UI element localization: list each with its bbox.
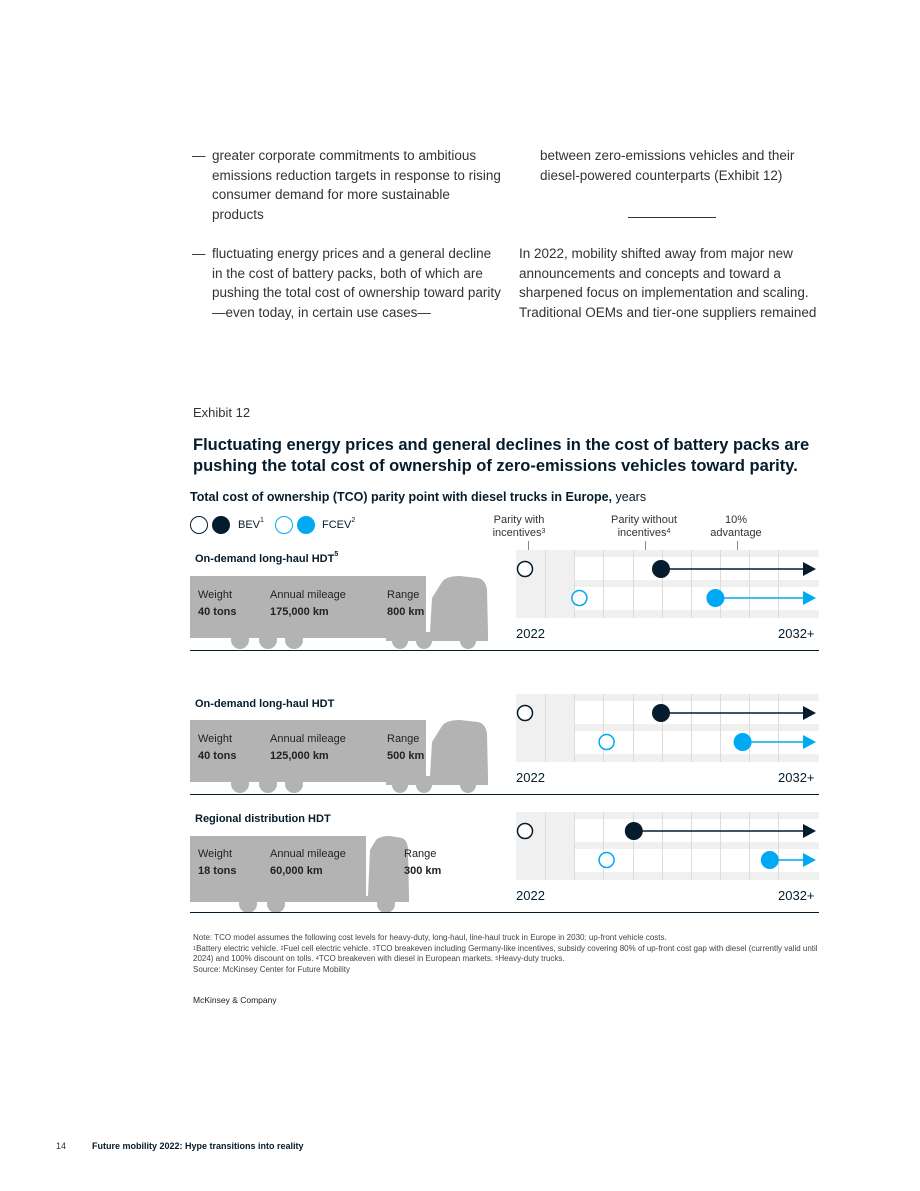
footnote-marker: 1 <box>193 945 197 952</box>
spec-weight <box>198 587 237 621</box>
chart-subtitle-unit: years <box>612 490 647 504</box>
spec-label: Range <box>404 848 437 860</box>
bullet-dash: — <box>192 246 206 261</box>
spec-value: 60,000 km <box>270 865 323 877</box>
spec-value: 300 km <box>404 865 442 877</box>
chart-subtitle <box>190 490 646 504</box>
header-line <box>484 527 554 540</box>
row-title-sup: 5 <box>334 551 339 558</box>
header-parity-without-incentives <box>603 514 685 540</box>
spec-label: Range <box>387 589 420 601</box>
page-number: 14 <box>56 1141 67 1151</box>
legend-fcev-filled-dot <box>297 516 315 534</box>
bev-parity-without-incentives-dot <box>652 704 670 722</box>
row-rule <box>190 650 819 651</box>
header-10pct-advantage <box>700 514 772 540</box>
row-title-text: On-demand long-haul HDT <box>195 553 335 565</box>
axis-start-label: 2022 <box>516 626 545 641</box>
header-text: incentives <box>492 527 542 539</box>
legend-fcev-label <box>322 519 355 531</box>
chart-subtitle-bold: Total cost of ownership (TCO) parity point with diesel trucks in Europe, <box>190 490 613 504</box>
legend-fcev-text: FCEV <box>322 519 352 531</box>
spec-label: Range <box>387 733 420 745</box>
spec-range <box>387 731 424 765</box>
header-line: Parity without <box>610 514 678 526</box>
axis-end-label: 2032+ <box>778 888 815 903</box>
parity-plot <box>516 550 819 618</box>
spec-label: Annual mileage <box>270 848 346 860</box>
spec-label: Annual mileage <box>270 589 346 601</box>
fcev-parity-with-incentives-dot <box>599 735 614 750</box>
spec-value: 800 km <box>387 606 425 618</box>
bev-parity-with-incentives-dot <box>518 706 533 721</box>
row-rule <box>190 912 819 913</box>
exhibit-label: Exhibit 12 <box>193 405 251 420</box>
chart-notes <box>193 933 833 975</box>
footnote-text: Fuel cell electric vehicle. <box>283 943 373 953</box>
spec-value: 18 tons <box>198 865 237 877</box>
axis-start-label: 2022 <box>516 888 545 903</box>
row-title-text: Regional distribution HDT <box>195 813 331 825</box>
header-sup: 4 <box>666 528 671 535</box>
footnote-text: TCO breakeven with diesel in European markets. <box>318 954 496 963</box>
header-sup: 3 <box>541 528 546 535</box>
footnote-text: Heavy-duty trucks. <box>498 954 565 963</box>
row-title-text: On-demand long-haul HDT <box>195 698 335 710</box>
source-line: Source: McKinsey Center for Future Mobility <box>193 964 350 974</box>
spec-label: Weight <box>198 733 233 745</box>
row-title <box>195 698 334 710</box>
spec-range <box>404 846 441 880</box>
spec-label: Weight <box>198 848 233 860</box>
row-title <box>195 553 338 565</box>
spec-range <box>387 587 424 621</box>
fcev-parity-with-incentives-dot <box>572 591 587 606</box>
chart-legend <box>190 516 390 536</box>
header-line: Parity with <box>493 514 545 526</box>
legend-fcev-open-dot <box>275 516 293 534</box>
bullet-dash: — <box>192 148 206 163</box>
header-text: incentives <box>617 527 667 539</box>
fcev-parity-without-incentives-dot <box>706 589 724 607</box>
header-line: advantage <box>710 527 762 539</box>
spec-value: 175,000 km <box>270 606 329 618</box>
body-paragraph: between zero-emissions vehicles and their diesel-powered counterparts (Exhibit 12) <box>540 148 795 183</box>
header-line: 10% <box>724 514 748 526</box>
fcev-parity-without-incentives-dot <box>761 851 779 869</box>
spec-value: 40 tons <box>198 606 237 618</box>
footnote-marker: 2 <box>280 945 284 952</box>
spec-value: 40 tons <box>198 750 237 762</box>
bev-parity-without-incentives-dot <box>652 560 670 578</box>
spec-mileage <box>270 846 346 880</box>
footnote-marker: 5 <box>495 956 499 962</box>
spec-mileage <box>270 731 346 765</box>
note-line: Note: TCO model assumes the following cost levels for heavy-duty, long-haul, line-haul truck in Europe in 2030: up-front vehicle costs. <box>193 933 667 942</box>
footer-title: Future mobility 2022: Hype transitions into reality <box>92 1141 304 1151</box>
legend-fcev-sup: 2 <box>351 517 356 524</box>
row-rule <box>190 794 819 795</box>
brand-name: McKinsey & Company <box>193 995 277 1005</box>
legend-bev-text: BEV <box>238 519 261 531</box>
fcev-parity-without-incentives-dot <box>734 733 752 751</box>
legend-bev-label <box>238 519 264 531</box>
fcev-parity-with-incentives-dot <box>599 853 614 868</box>
row-title <box>195 813 331 825</box>
legend-bev-open-dot <box>190 516 208 534</box>
footnote-text: TCO breakeven including Germany-like incentives, subsidy covering 80% of up-front cost gap with diesel (currently valid until 2024) and 100% discount on tolls. <box>193 943 818 963</box>
section-divider <box>628 217 716 218</box>
parity-plot <box>516 694 819 762</box>
parity-plot <box>516 812 819 880</box>
footnote-text: Battery electric vehicle. <box>196 943 281 953</box>
legend-bev-filled-dot <box>212 516 230 534</box>
spec-label: Annual mileage <box>270 733 346 745</box>
bullet-text: greater corporate commitments to ambitious emissions reduction targets in response to rising consumer demand for more sustainable products <box>212 148 501 222</box>
axis-start-label: 2022 <box>516 770 545 785</box>
spec-value: 500 km <box>387 750 425 762</box>
axis-end-label: 2032+ <box>778 626 815 641</box>
footnotes <box>193 944 833 965</box>
bullet-text: fluctuating energy prices and a general decline in the cost of battery packs, both of which are pushing the total cost of ownership toward parity—even today, in certain use cases— <box>212 246 501 320</box>
spec-value: 125,000 km <box>270 750 329 762</box>
footnote-marker: 4 <box>315 956 319 962</box>
bev-parity-with-incentives-dot <box>518 824 533 839</box>
bev-parity-with-incentives-dot <box>518 562 533 577</box>
spec-weight <box>198 846 237 880</box>
body-paragraph: In 2022, mobility shifted away from major new announcements and concepts and toward a sharpened focus on implementation and scaling. Traditional OEMs and tier-one suppliers remained <box>519 246 817 320</box>
legend-bev-sup: 1 <box>260 517 264 524</box>
header-line <box>603 527 685 540</box>
spec-label: Weight <box>198 589 233 601</box>
footnote-marker: 3 <box>372 945 376 952</box>
spec-weight <box>198 731 237 765</box>
axis-end-label: 2032+ <box>778 770 815 785</box>
header-parity-with-incentives <box>484 514 554 540</box>
spec-mileage <box>270 587 346 621</box>
exhibit-title: Fluctuating energy prices and general declines in the cost of battery packs are pushing the total cost of ownership of zero-emissions vehicles toward parity. <box>193 436 810 475</box>
bev-parity-without-incentives-dot <box>625 822 643 840</box>
